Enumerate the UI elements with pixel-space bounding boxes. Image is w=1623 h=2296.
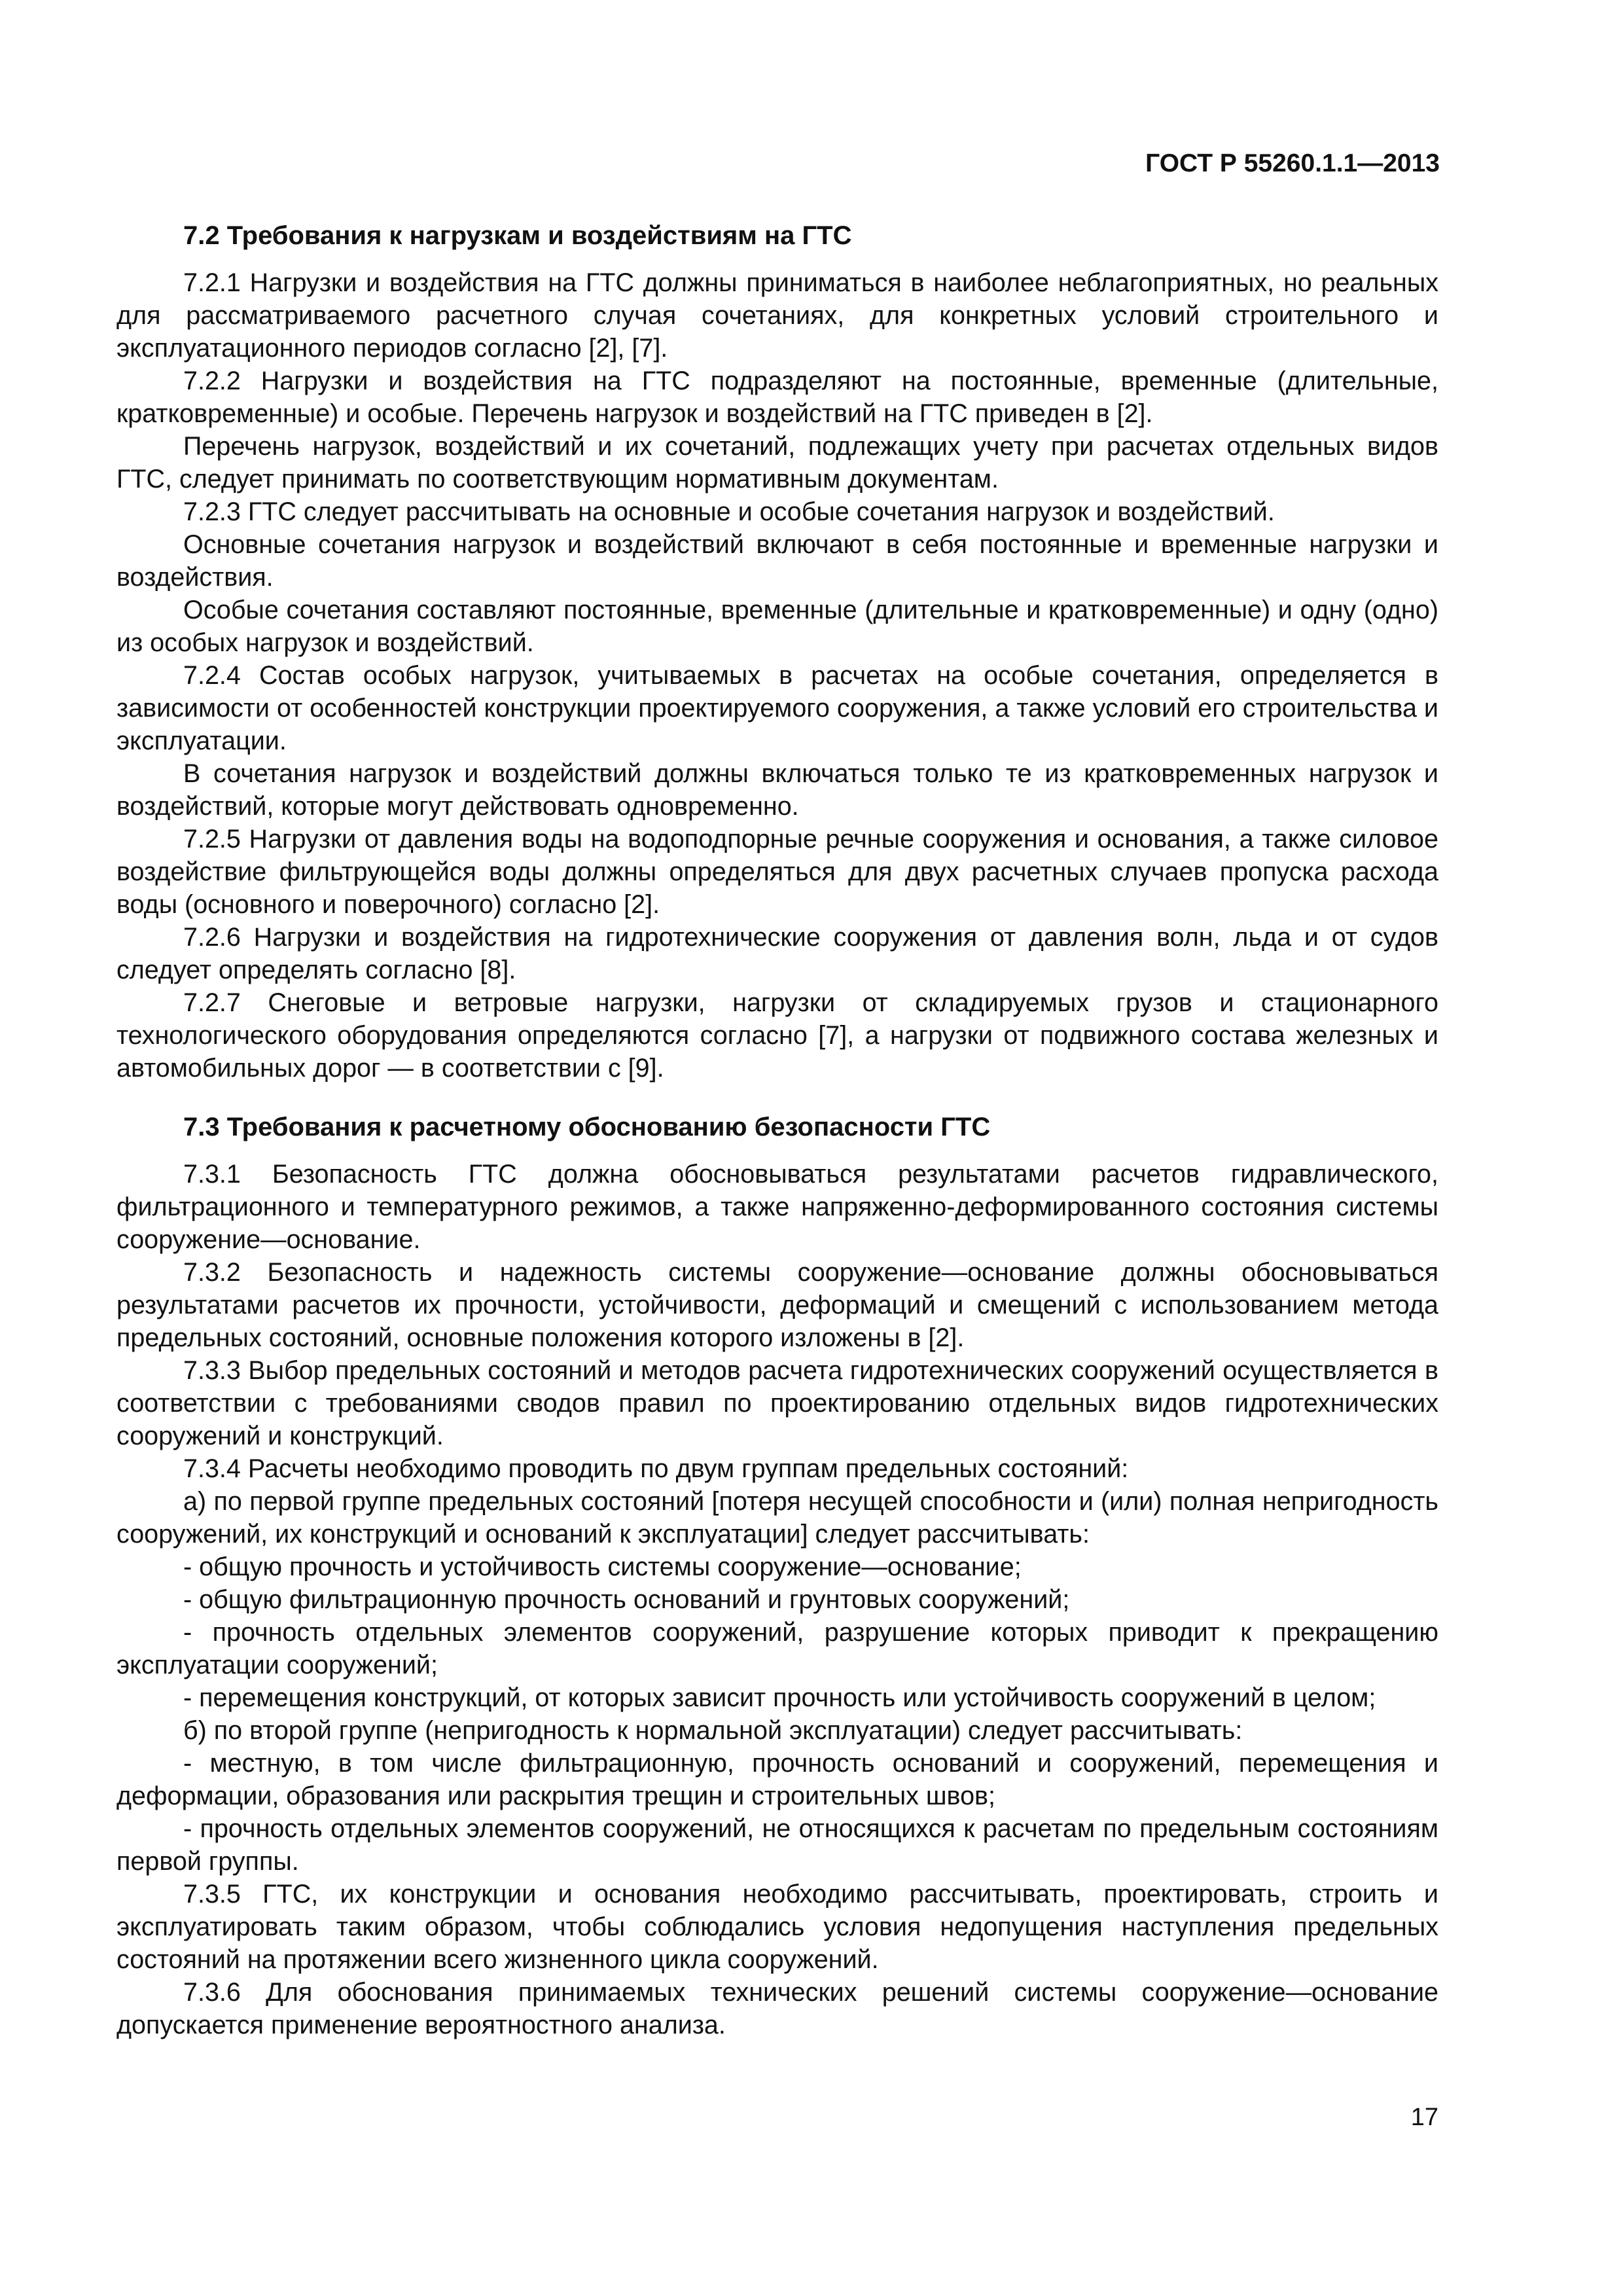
list-item-b: б) по второй группе (непригодность к нормальной эксплуатации) следует рассчитывать: <box>183 1716 1243 1745</box>
paragraph-7-2-6: 7.2.6 Нагрузки и воздействия на гидротехнические сооружения от давления волн, льда и от судов следует определять согласно [8]. <box>116 923 1438 984</box>
paragraph: В сочетания нагрузок и воздействий должны включаться только те из кратковременных нагрузок и воздействий, которые могут действовать одновременно. <box>116 759 1438 821</box>
section-title: 7.3 Требования к расчетному обоснованию безопасности ГТС <box>183 1113 991 1141</box>
page-body <box>116 219 1438 2041</box>
list-item: - перемещения конструкций, от которых зависит прочность или устойчивость сооружений в целом; <box>183 1683 1376 1712</box>
paragraph-7-3-6: 7.3.6 Для обоснования принимаемых технических решений системы сооружение—основание допускается применение вероятностного анализа. <box>116 1978 1438 2039</box>
paragraph-7-3-3: 7.3.3 Выбор предельных состояний и методов расчета гидротехнических сооружений осуществляется в соответствии с требованиями сводов правил по проектированию отдельных видов гидротехнических сооружений и конструкций. <box>116 1356 1438 1450</box>
paragraph-7-3-5: 7.3.5 ГТС, их конструкции и основания необходимо рассчитывать, проектировать, строить и эксплуатировать таким образом, чтобы соблюдались условия недопущения наступления предельных состояний на протяжении всего жизненного цикла сооружений. <box>116 1880 1438 1974</box>
list-item: - общую прочность и устойчивость системы сооружение—основание; <box>183 1552 1022 1581</box>
paragraph-7-3-1: 7.3.1 Безопасность ГТС должна обосновываться результатами расчетов гидравлического, фильтрационного и температурного режимов, а также напряженно-деформированного состояния системы сооружение—основание. <box>116 1160 1438 1254</box>
section-title: 7.2 Требования к нагрузкам и воздействиям на ГТС <box>183 221 852 250</box>
paragraph-7-2-7: 7.2.7 Снеговые и ветровые нагрузки, нагрузки от складируемых грузов и стационарного технологического оборудования определяются согласно [7], а нагрузки от подвижного состава железных и автомобильных дорог — в соответствии с [9]. <box>116 988 1438 1083</box>
page-number: 17 <box>1410 2104 1438 2131</box>
paragraph-7-2-5: 7.2.5 Нагрузки от давления воды на водоподпорные речные сооружения и основания, а также силовое воздействие фильтрующейся воды должны определяться для двух расчетных случаев пропуска расхода воды (основного и поверочного) согласно [2]. <box>116 825 1438 919</box>
paragraph-7-3-2: 7.3.2 Безопасность и надежность системы сооружение—основание должны обосновываться результатами расчетов их прочности, устойчивости, деформаций и смещений с использованием метода предельных состояний, основные положения которого изложены в [2]. <box>116 1258 1438 1352</box>
section-7-3 <box>116 1111 1438 2041</box>
paragraph-7-3-4: 7.3.4 Расчеты необходимо проводить по двум группам предельных состояний: <box>183 1454 1129 1483</box>
list-item: - общую фильтрационную прочность оснований и грунтовых сооружений; <box>183 1585 1070 1614</box>
paragraph-7-2-1: 7.2.1 Нагрузки и воздействия на ГТС должны приниматься в наиболее неблагоприятных, но реальных для рассматриваемого расчетного случая сочетаниях, для конкретных условий строительного и эксплуатационного периодов согласно [2], [7]. <box>116 268 1438 363</box>
paragraph: Основные сочетания нагрузок и воздействий включают в себя постоянные и временные нагрузки и воздействия. <box>116 530 1438 592</box>
paragraph-7-2-3: 7.2.3 ГТС следует рассчитывать на основные и особые сочетания нагрузок и воздействий. <box>183 497 1275 526</box>
paragraph: Особые сочетания составляют постоянные, временные (длительные и кратковременные) и одну (одно) из особых нагрузок и воздействий. <box>116 596 1438 657</box>
section-7-2 <box>116 219 1438 1085</box>
document-standard-header: ГОСТ Р 55260.1.1—2013 <box>1145 149 1440 177</box>
list-item: - прочность отдельных элементов сооружений, не относящихся к расчетам по предельным состояниям первой группы. <box>116 1814 1438 1876</box>
list-item-a: а) по первой группе предельных состояний [потеря несущей способности и (или) полная непригодность сооружений, их конструкций и оснований к эксплуатации] следует рассчитывать: <box>116 1487 1438 1549</box>
paragraph-7-2-4: 7.2.4 Состав особых нагрузок, учитываемых в расчетах на особые сочетания, определяется в зависимости от особенностей конструкции проектируемого сооружения, а также условий его строительства и эксплуатации. <box>116 661 1438 755</box>
list-item: - прочность отдельных элементов сооружений, разрушение которых приводит к прекращению эксплуатации сооружений; <box>116 1618 1438 1679</box>
paragraph-7-2-2: 7.2.2 Нагрузки и воздействия на ГТС подразделяют на постоянные, временные (длительные, кратковременные) и особые. Перечень нагрузок и воздействий на ГТС приведен в [2]. <box>116 367 1438 428</box>
list-item: - местную, в том числе фильтрационную, прочность оснований и сооружений, перемещения и деформации, образования или раскрытия трещин и строительных швов; <box>116 1749 1438 1810</box>
paragraph: Перечень нагрузок, воздействий и их сочетаний, подлежащих учету при расчетах отдельных видов ГТС, следует принимать по соответствующим нормативным документам. <box>116 432 1438 493</box>
